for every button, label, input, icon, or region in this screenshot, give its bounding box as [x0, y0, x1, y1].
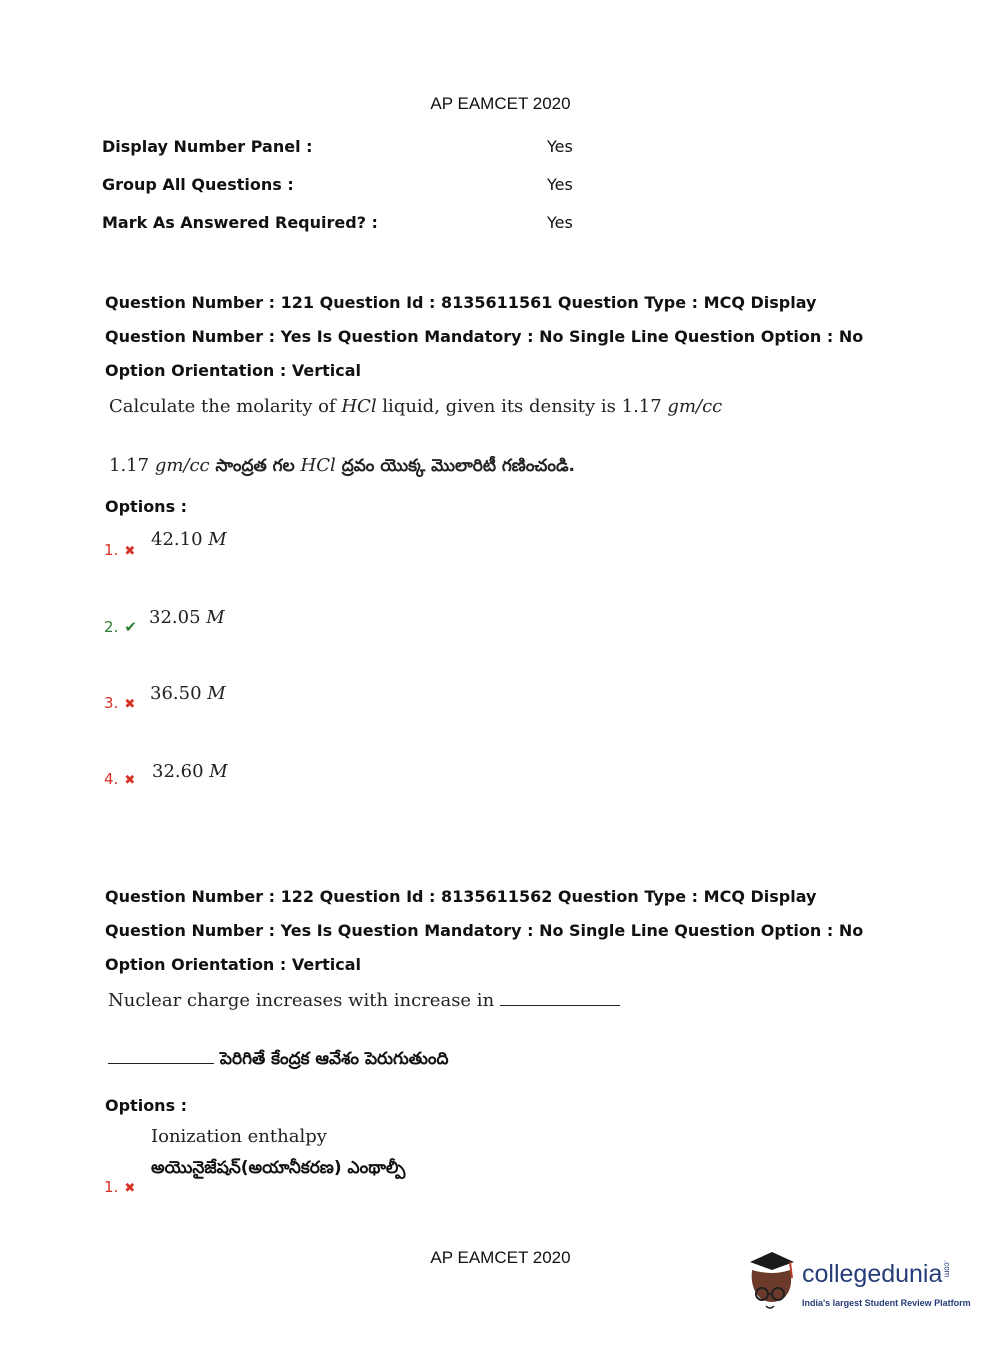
meta-value-mark-as-answered: Yes	[547, 213, 573, 232]
q121-option-4-value: 32.60	[152, 761, 210, 782]
q121-option-4-num-text: 4.	[104, 770, 119, 788]
q121-option-2-unit: M	[206, 607, 225, 628]
page-footer: AP EAMCET 2020	[430, 1248, 571, 1267]
q121-option-4-text	[152, 761, 228, 782]
q121-options-label: Options :	[105, 497, 188, 516]
meta-value-group-all-questions: Yes	[547, 175, 573, 194]
q121-telugu-question	[109, 455, 575, 480]
meta-label-mark-as-answered: Mark As Answered Required? :	[102, 213, 378, 232]
page-header: AP EAMCET 2020	[430, 94, 571, 113]
q122-option-1-number	[104, 1178, 135, 1196]
q122-english-question	[108, 989, 620, 1011]
correct-check-icon: ✔	[124, 618, 137, 636]
q122-options-label: Options :	[105, 1096, 188, 1115]
q121-te-hcl: HCl	[300, 455, 336, 476]
wrong-icon: ✖	[124, 697, 136, 712]
q121-option-2-value: 32.05	[149, 607, 207, 628]
logo-name: collegedunia	[802, 1260, 943, 1288]
fill-blank-line	[500, 989, 620, 1006]
meta-label-display-number-panel: Display Number Panel :	[102, 137, 313, 156]
q121-en-pre: Calculate the molarity of	[109, 396, 342, 417]
q121-en-mid: liquid, given its density is 1.17	[376, 396, 668, 417]
q122-telugu-question	[108, 1047, 449, 1073]
q121-option-1-unit: M	[208, 529, 227, 550]
q121-option-3-text	[150, 683, 226, 704]
q121-en-hcl: HCl	[341, 396, 377, 417]
q121-option-3-number	[104, 694, 135, 712]
q122-option-1-num-text: 1.	[104, 1178, 119, 1196]
mascot-icon	[742, 1248, 802, 1318]
q121-option-2-num-text: 2.	[104, 618, 119, 636]
q121-en-unit: gm/cc	[667, 396, 723, 417]
q122-option-1-telugu: అయొనైజేషన్(అయానీకరణ) ఎంథాల్పీ	[151, 1158, 406, 1178]
q121-option-3-num-text: 3.	[104, 694, 119, 712]
q121-option-1-text	[151, 529, 227, 550]
q121-option-1-number	[104, 541, 135, 559]
meta-value-display-number-panel: Yes	[547, 137, 573, 156]
q122-te-text: పెరిగితే కేంద్రక ఆవేశం పెరుగుతుంది	[214, 1049, 449, 1069]
q121-te-unit: gm/cc	[154, 455, 210, 476]
q122-metadata: Question Number : 122 Question Id : 8135611562 Question Type : MCQ Display Question Number : Yes Is Question Mandatory : No Single Line Question Option : No Option Orientation : Vertical	[105, 887, 864, 974]
q121-te-num: 1.17	[109, 455, 155, 476]
q121-option-1-value: 42.10	[151, 529, 209, 550]
q121-english-question	[109, 396, 722, 417]
q122-option-1-english: Ionization enthalpy	[151, 1126, 327, 1147]
q121-te-a: సాంద్రత గల	[209, 456, 301, 476]
wrong-icon: ✖	[124, 544, 136, 559]
logo-tagline: India's largest Student Review Platform	[802, 1298, 971, 1308]
q122-en-text: Nuclear charge increases with increase in	[108, 990, 500, 1011]
wrong-icon: ✖	[124, 773, 136, 788]
q121-option-2-number	[104, 618, 137, 636]
q121-option-1-num-text: 1.	[104, 541, 119, 559]
wrong-icon: ✖	[124, 1181, 136, 1196]
q121-option-3-value: 36.50	[150, 683, 208, 704]
q121-metadata: Question Number : 121 Question Id : 8135611561 Question Type : MCQ Display Question Number : Yes Is Question Mandatory : No Single Line Question Option : No Option Orientation : Vertical	[105, 293, 864, 380]
logo-wordmark	[802, 1260, 951, 1289]
meta-label-group-all-questions: Group All Questions :	[102, 175, 294, 194]
logo-suffix: .com	[942, 1260, 952, 1278]
collegedunia-logo	[742, 1248, 972, 1318]
q121-option-3-unit: M	[207, 683, 226, 704]
fill-blank-line	[108, 1047, 214, 1064]
q121-te-b: ద్రవం యొక్క మొలారిటీ గణించండి.	[335, 456, 576, 476]
q121-option-2-text	[149, 607, 225, 628]
q121-option-4-unit: M	[209, 761, 228, 782]
q121-option-4-number	[104, 770, 135, 788]
